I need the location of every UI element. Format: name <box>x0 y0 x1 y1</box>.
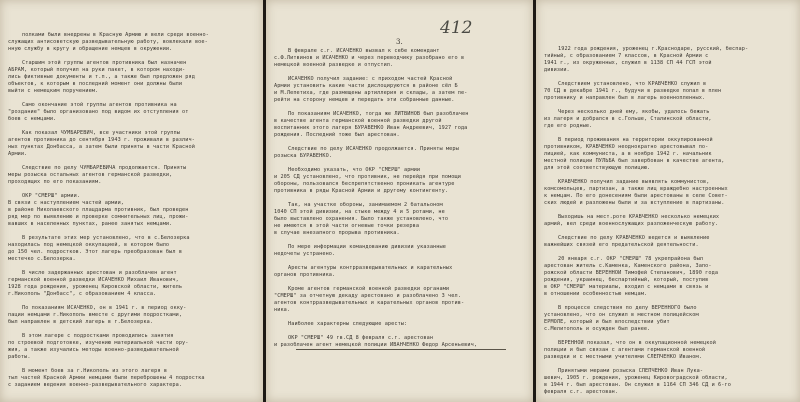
text-line: "роздание" было организовано под видом их отступления от <box>8 109 189 115</box>
text-line: разведки и с местными учителями СЛЕПЧЕНКО Иваном. <box>544 354 702 360</box>
text-line: Следствие по делу ИСАЧЕНКО продолжается. Приняты меры <box>288 146 459 152</box>
text-line: ОКР "СМЕРШ" 49 гв.СД 8 февраля с.г. арестован <box>288 335 434 341</box>
text-line: с.Ф.Литвинов и ИСАЧЕНКО и через переводчику разобрано его в <box>274 55 465 61</box>
text-line: Наиболее характерны следующие аресты: <box>288 321 408 327</box>
text-line: недочеты устранено. <box>274 251 336 257</box>
text-line: германской военной разведки ИСАЧЕНКО Михаил Иванович, <box>8 277 179 283</box>
text-line: 20 января с.г. ОКР "СМЕРШ" 78 укрепрайона был <box>558 256 704 262</box>
text-line: АБРАМ, который получил на руки пакет, в котором находи- <box>8 67 186 73</box>
text-line: 1922 года рождения, уроженец г.Краснодаре, русский, беспар- <box>558 46 749 52</box>
text-line: По показаниям ИСАЧЕНКО, он в 1941 г. в период окку- <box>22 305 187 311</box>
text-line: КРАВЧЕНКО получил задание выявлять коммунистов, <box>558 179 710 185</box>
text-line: Кроме агентов германской военной разведки органами <box>288 286 450 292</box>
text-line: противником, КРАВЧЕНКО неоднократно арестовывал по- <box>544 144 709 150</box>
text-line: По мере информации командованию дивизии указанные <box>288 244 446 250</box>
text-line: Армии установить какие части дислоцируются в районе сёл Б <box>274 83 458 89</box>
text-line: ВЕРЕННОЙ показал, что он в оккупационной немецкой <box>558 340 716 346</box>
text-line: было выставлено охранения. Было также установлено, что <box>274 216 449 222</box>
text-line: агентов противника до сентября 1943 г. проживали в различ- <box>8 137 195 143</box>
text-line: Необходимо указать, что ОКР "СМЕРШ" армии <box>288 167 421 173</box>
text-line: 1941 г., из окруженных, служил в 1138 СП 44 ГСП этой <box>544 60 712 66</box>
text-line: нную службу в кругу и обращение немцев в окружении. <box>8 46 173 52</box>
text-line: важнейших связей его предательской деятельности. <box>544 242 699 248</box>
text-line: в 1944 г. был арестован. Он служил в 1164 СП 346 СД и 6-го <box>544 382 731 388</box>
text-line: находилась под немецкой оккупацией, в котором было <box>8 242 170 248</box>
text-line: Как показал ЧУМБАРЕВИЧ, все участники этой группы <box>22 130 180 136</box>
text-line: тыл частей Красной Армии немцами были переброшены 4 подростка <box>8 375 205 381</box>
text-line: 1040 СП этой дивизии, на стыке между 4 и 5 ротами, не <box>274 209 445 215</box>
text-line: ряд мер по выявлению и проверке сомнительных лиц, прожи- <box>8 214 189 220</box>
text-line: в районе Николаевского плацдарма противник, был проведен <box>8 207 189 213</box>
text-line: вавших в населенных пунктах, ранее занятых немцами. <box>8 221 173 227</box>
text-line: г.Никополь "Донбасс", с образованием 4 класса. <box>8 291 157 297</box>
text-line: в ОКР "СМЕРШ" материалы, входил с немцами в связь и <box>544 284 709 290</box>
text-line: февраля с.г. арестован. <box>544 389 619 395</box>
text-line: Следствие по делу КРАВЧЕНКО ведется и выявление <box>558 235 710 241</box>
text-line: рожской области ВЕРЕННОЙ Тимофей Степанович, 1890 года <box>544 270 719 276</box>
text-line: В феврале с.г. ИСАЧЕНКО вызвал к себе комендант <box>288 48 440 54</box>
text-line: установлено, что он служил в местном полицейском <box>544 312 699 318</box>
text-line: Старшим этой группы агентов противника был назначен <box>22 60 187 66</box>
text-line: рейти на сторону немцев и передать эти собранные данные. <box>274 97 455 103</box>
text-line: с.Мелитополь и осужден был ранее. <box>544 326 651 332</box>
text-line: боев с немцами. <box>8 116 57 122</box>
text-line: для этой соответствующую полицию. <box>544 165 651 171</box>
text-line: арестован житель с.Каменка, Каменского района, Запо- <box>544 263 712 269</box>
text-line: обороны, пользовался беспрепятственно проникать агентуре <box>274 181 455 187</box>
text-line: и разоблачен агент немецкой полиции ИВАНЧЕНКО Федор Арсеньевич, <box>274 342 478 348</box>
text-line: Армии. <box>8 151 28 157</box>
text-line: В момент боев за г.Никополь из этого лагеря в <box>22 368 168 374</box>
text-line: Принятыми мерами розыска СЛЕПЧЕНКО Иван Лука- <box>558 368 704 374</box>
text-line: Следствие по делу ЧУМБАРЕВИЧА продолжается. Приняты <box>22 165 187 171</box>
text-line: местечко с.Белозерка. <box>8 256 76 262</box>
text-line: в отношении особенностью немцам. <box>544 291 648 297</box>
text-line: Выходишь на мест.роте КРАВЧЕНКО несколько немецких <box>558 214 720 220</box>
text-line: ских людей и разложены были и за вступление в партизаны. <box>544 200 725 206</box>
text-line: В связи с наступлением частей армии, <box>8 200 125 206</box>
text-line: дивизии. <box>544 67 570 73</box>
text-line: рождения, украинец, беспартийный, который, поступив <box>544 277 709 283</box>
text-line: меры розыска остальных агентов германской разведки, <box>8 172 173 178</box>
text-line: служащих антисоветскую разведывательную работу, вовлекали вое- <box>8 39 208 45</box>
text-line: полками были внедрены в Красную Армию и вели среди военно- <box>22 32 209 38</box>
text-line: по строевой подготовке, изучению материальной части ору- <box>8 340 189 346</box>
text-line: пации немцами г.Никополь вместе с другими подростками, <box>8 312 183 318</box>
handwritten-page-number: 412 <box>440 18 473 38</box>
text-line: розыска БУРАВЕНКО. <box>274 153 333 159</box>
text-line: не имеются в этой части огневые точки резерва <box>274 223 420 229</box>
text-line: В период проживания на территории оккупированной <box>558 137 713 143</box>
text-line: агентов контрразведывательных и карательных органов против- <box>274 300 465 306</box>
text-line: Аресты агентуры контрразведывательных и карательных <box>288 265 453 271</box>
text-line: шевич, 1905 г. рождения, уроженец Кировоградской области, <box>544 375 728 381</box>
text-line: ных пунктах Донбасса, а затем были приняты в части Красной <box>8 144 195 150</box>
text-line: тийный, с образованием 7 классов, в Красной Армии с <box>544 53 709 59</box>
right-page <box>536 0 800 402</box>
text-line: ОКР "СМЕРШ" армии. <box>22 193 81 199</box>
text-line: и М.Лепетиха, где размещены артиллерия и склады, а затем пе- <box>274 90 468 96</box>
text-line: лицией, как коммуниста, а в ноябре 1942 г. начальник <box>544 151 712 157</box>
text-line: ника. <box>274 307 291 313</box>
text-line: воспитанник этого лагеря БУРАВЕНКО Иван Андреевич, 1927 года <box>274 125 468 131</box>
text-line: В этом лагере с подростками проводились занятия <box>22 333 174 339</box>
text-line: полиции и был связан с агентами германской военной <box>544 347 706 353</box>
text-line: органов противника. <box>274 272 336 278</box>
text-line: выйти с немецким поручением. <box>8 88 99 94</box>
text-line: объектов, к которым в последний момент они должны были <box>8 81 183 87</box>
text-line: По показаниям ИСАЧЕНКО, тогда же ЛИТВИНОВ был разоблачен <box>288 111 469 117</box>
text-line: местной полиции ПУЛЬБА был завербован в качестве агента, <box>544 158 725 164</box>
text-line: армий, вел среди военнослужащих разложенческую работу. <box>544 221 719 227</box>
text-line: лись фиктивные документы и т.п., а также был предложен ряд <box>8 74 195 80</box>
text-line: 70 СД в декабре 1941 г., будучи в разведке попал в плен <box>544 88 722 94</box>
page-number: 3. <box>396 38 403 46</box>
text-line: комсомольцев, партизан, а также лиц враждебно настроенных <box>544 186 728 192</box>
text-line: и 205 СД установлено, что противник, не перейдя при помощи <box>274 174 461 180</box>
text-line: до 150 чел. подростков. Этот лагерь преобразован был в <box>8 249 183 255</box>
center-page <box>266 0 533 402</box>
text-line: в случае внезапного прорыва противника. <box>274 230 400 236</box>
left-page <box>0 0 263 402</box>
text-line: с заданием ведения военно-разведывательного характера. <box>8 382 183 388</box>
text-line: Так, на участке обороны, занимаемом 2 батальоном <box>288 202 443 208</box>
text-line: немецкой военной разведке и отпустил. <box>274 62 394 68</box>
section-divider <box>296 349 506 350</box>
text-line: ИСАЧЕНКО получил задание: с приходом частей Красной <box>288 76 453 82</box>
text-line: рождения. Последний тоже был арестован. <box>274 132 400 138</box>
text-line: противнику и направлен был в лагерь военнопленных. <box>544 95 706 101</box>
text-line: Следствием установлено, что КРАВЧЕНКО служил в <box>558 81 707 87</box>
text-line: к немцам. По его донесениям были арестованы в селе Совет- <box>544 193 728 199</box>
text-line: В результате этих мер установлено, что в с.Белозерка <box>22 235 190 241</box>
text-line: В числе задержанных арестован и разоблачен агент <box>22 270 177 276</box>
text-line: жия, а также изучались методы военно-разведывательной <box>8 347 179 353</box>
text-line: где его родные. <box>544 123 593 129</box>
text-line: Через несколько дней ему, якобы, удалось бежать <box>558 109 710 115</box>
text-line: в качестве агента германской военной разведки другой <box>274 118 442 124</box>
text-line: работы. <box>8 354 31 360</box>
text-line: противника в ряды Красной Армии и другому контингенту. <box>274 188 449 194</box>
text-line: 1928 года рождения, уроженец Кировской области, житель <box>8 284 183 290</box>
text-line: был направлен в детский лагерь в г.Белозерка. <box>8 319 154 325</box>
text-line: В процессе следствия по делу ВЕРЕННОГО было <box>558 305 697 311</box>
text-line: "СМЕРШ" за отчетную декаду арестовано и разоблачено 3 чел. <box>274 293 461 299</box>
text-line: Само окончание этой группы агентов противника на <box>22 102 177 108</box>
text-line: ЕРМОЛЕ, который и был впоследствии убит <box>544 319 670 325</box>
text-line: из лагеря и добрался в с.Гольше, Сталинской области, <box>544 116 712 122</box>
text-line: проходящих по его показаниям. <box>8 179 102 185</box>
